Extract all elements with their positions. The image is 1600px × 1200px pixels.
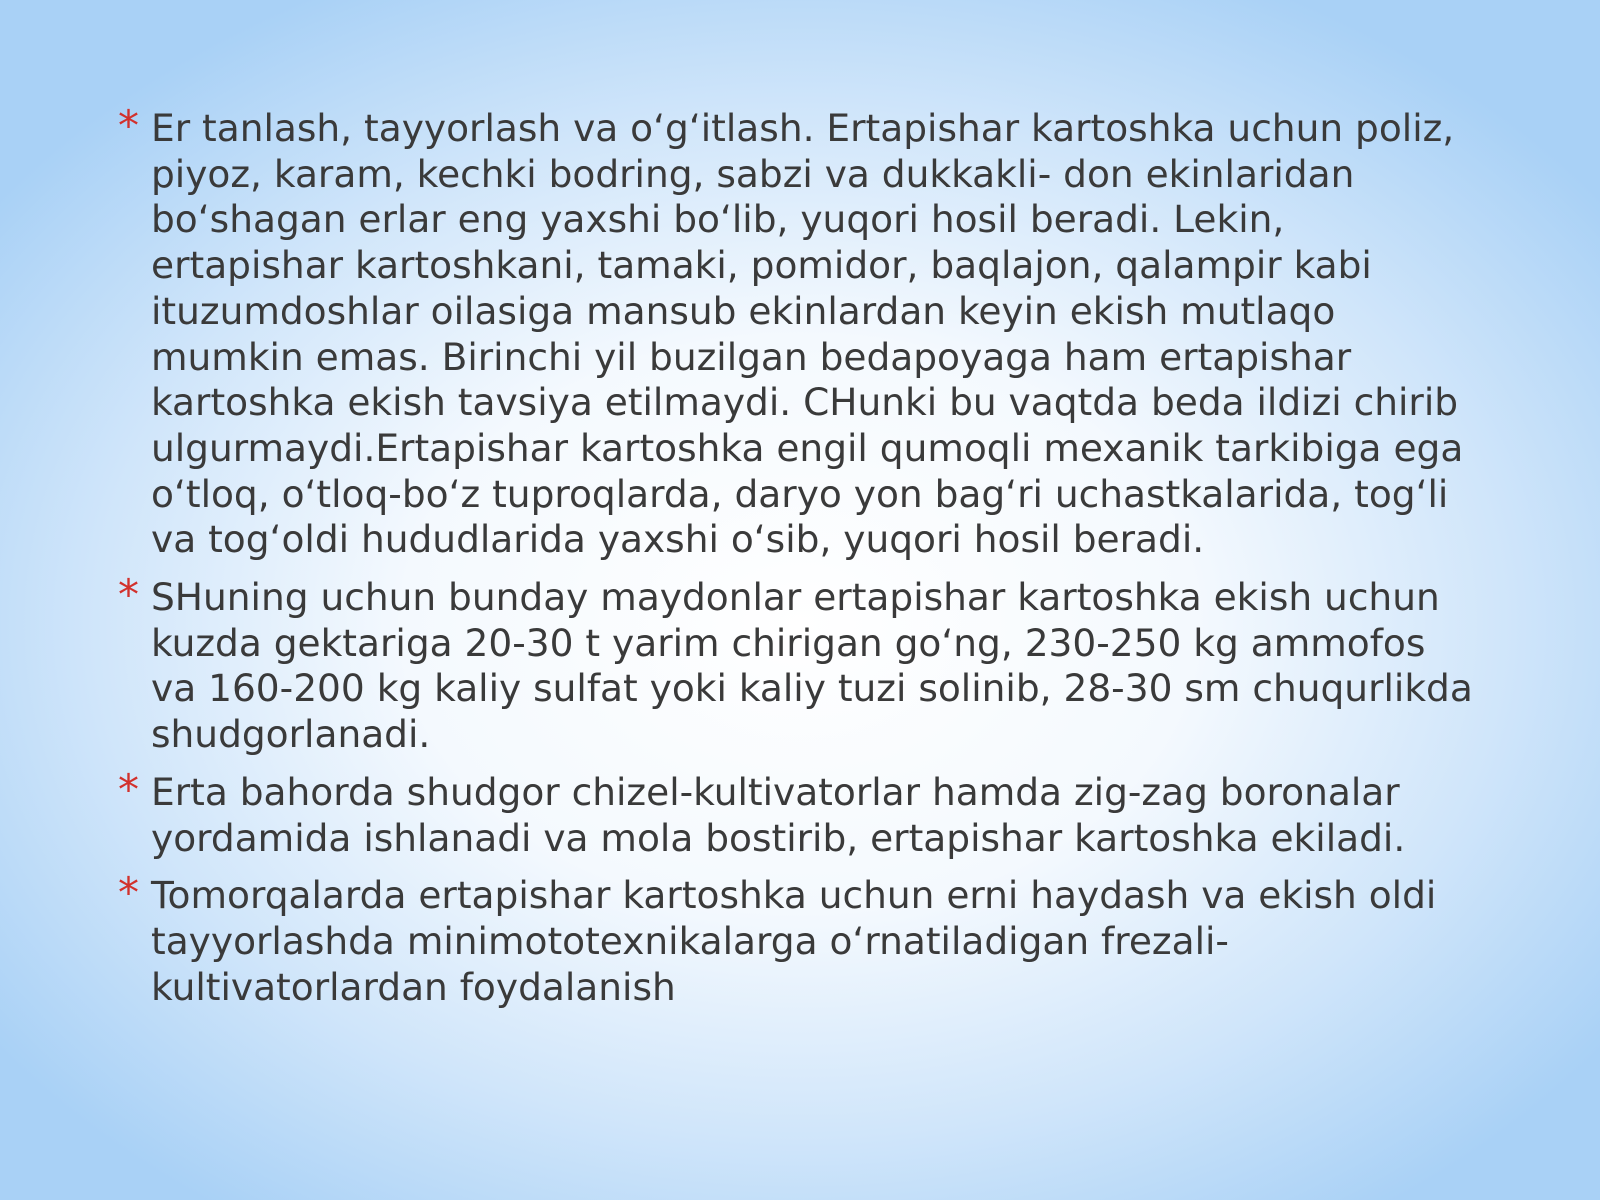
bullet-marker: * bbox=[118, 101, 139, 150]
bullet-text: SHuning uchun bunday maydonlar ertapishar kartoshka ekish uchun kuzda gektariga 20-30 t yarim chirigan go‘ng, 230-250 kg ammofos va 160-200 kg kaliy sulfat yoki kaliy tuzi solinib, 28-30 sm chuqurlikda shudgorlanadi. bbox=[151, 575, 1473, 757]
bullet-item-1 bbox=[118, 101, 1478, 563]
bullet-text: Er tanlash, tayyorlash va o‘g‘itlash. Ertapishar kartoshka uchun poliz, piyoz, karam, kechki bodring, sabzi va dukkakli- don ekinlaridan bo‘shagan erlar eng yaxshi bo‘lib, yuqori hosil beradi. Lekin, ertapishar kartoshkani, tamaki, pomidor, baqlajon, qalampir kabi ituzumdoshlar oilasiga mansub ekinlardan keyin ekish mutlaqo mumkin emas. Birinchi yil buzilgan bedapoyaga ham ertapishar kartoshka ekish tavsiya etilmaydi. CHunki bu vaqtda beda ildizi chirib ulgurmaydi.Ertapishar kartoshka engil qumoqli mexanik tarkibiga ega o‘tloq, o‘tloq-bo‘z tuproqlarda, daryo yon bag‘ri uchastkalarida, tog‘li va tog‘oldi hududlarida yaxshi o‘sib, yuqori hosil beradi. bbox=[151, 106, 1464, 562]
bullet-text: Erta bahorda shudgor chizel-kultivatorlar hamda zig-zag boronalar yordamida ishlanadi va mola bostirib, ertapishar kartoshka ekiladi. bbox=[151, 769, 1406, 860]
bullet-marker: * bbox=[118, 868, 139, 918]
bullet-item-4 bbox=[118, 868, 1478, 1010]
bullet-marker: * bbox=[118, 764, 139, 814]
bullet-item-3 bbox=[118, 764, 1478, 861]
bullet-marker: * bbox=[118, 570, 139, 620]
bullet-item-2 bbox=[118, 570, 1478, 758]
bullet-list bbox=[118, 101, 1478, 1022]
bullet-text: Tomorqalarda ertapishar kartoshka uchun erni haydash va ekish oldi tayyorlashda minimototexnikalarga o‘rnatiladigan frezali-kultivatorlardan foydalanish bbox=[151, 873, 1437, 1009]
